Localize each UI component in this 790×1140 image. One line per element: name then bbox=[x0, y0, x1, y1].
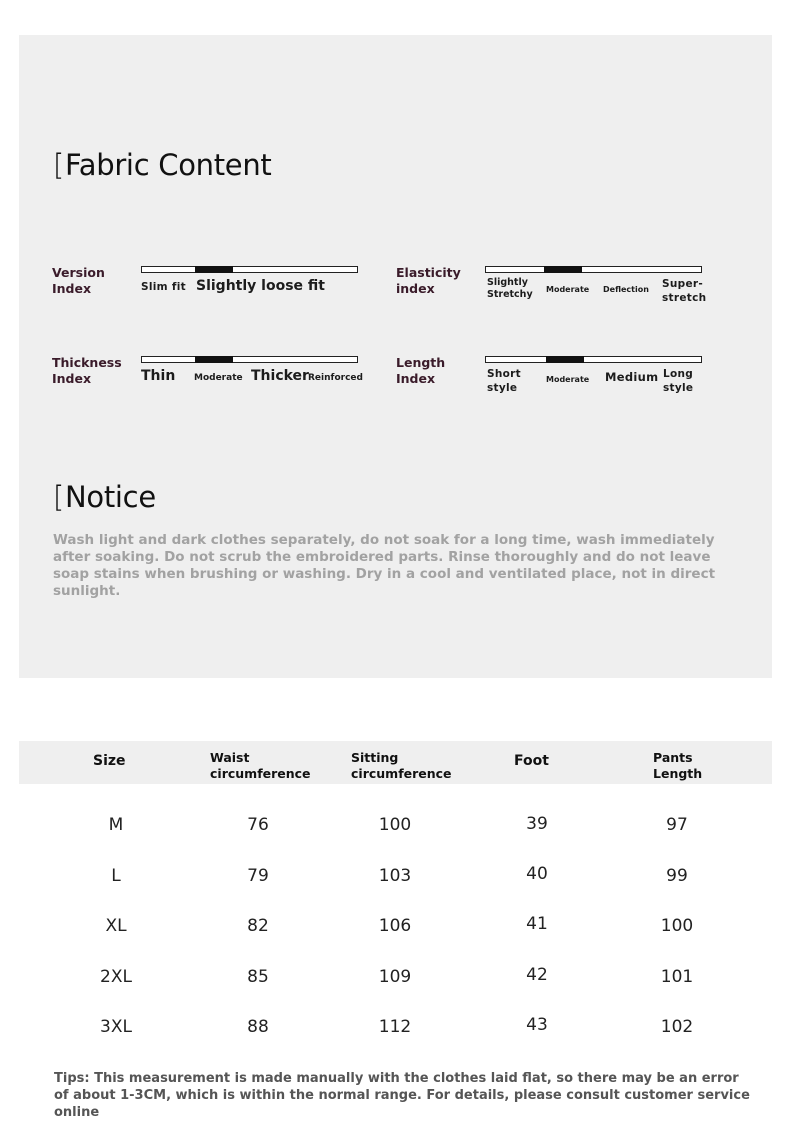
elasticity-index-marker bbox=[544, 266, 582, 273]
fabric-content-title: [Fabric Content bbox=[53, 148, 272, 182]
cell-waist: 82 bbox=[247, 916, 269, 936]
length-index-scale bbox=[485, 356, 702, 363]
cell-foot: 43 bbox=[526, 1015, 548, 1035]
notice-title: [Notice bbox=[53, 480, 156, 514]
cell-size: 3XL bbox=[100, 1017, 132, 1037]
version-index-marker bbox=[195, 266, 233, 273]
version-index-scale bbox=[141, 266, 358, 273]
header-pants-length: Pants Length bbox=[653, 750, 703, 781]
thickness-option-reinforced: Reinforced bbox=[308, 373, 363, 383]
elasticity-option-slightly-stretchy: Slightly Stretchy bbox=[487, 277, 533, 300]
elasticity-option-super-stretch: Super- stretch bbox=[662, 278, 707, 304]
cell-sitting: 112 bbox=[378, 1017, 412, 1037]
thickness-index-marker bbox=[195, 356, 233, 363]
notice-text: Wash light and dark clothes separately, do not soak for a long time, wash immediately after soaking. Do not scrub the embroidered parts. Rinse thoroughly and do not leave soap stains when brushing or washing. Dry in a cool and ventilated place, not in direct sunlight. bbox=[53, 532, 716, 599]
length-index-label: Length Index bbox=[396, 355, 446, 386]
version-index-label: Version Index bbox=[52, 265, 105, 296]
header-sitting-circumference: Sitting circumference bbox=[351, 750, 452, 781]
cell-size: XL bbox=[105, 916, 127, 936]
thickness-option-moderate: Moderate bbox=[194, 373, 243, 383]
version-option-slightly-loose-fit: Slightly loose fit bbox=[196, 278, 325, 294]
length-index-marker bbox=[546, 356, 584, 363]
cell-pants-length: 101 bbox=[660, 967, 694, 987]
version-option-slim-fit: Slim fit bbox=[141, 281, 186, 293]
cell-pants-length: 99 bbox=[666, 866, 688, 886]
cell-pants-length: 100 bbox=[660, 916, 694, 936]
cell-sitting: 103 bbox=[378, 866, 412, 886]
elasticity-option-moderate: Moderate bbox=[546, 285, 590, 294]
thickness-option-thicker: Thicker bbox=[251, 368, 309, 384]
elasticity-option-deflection: Deflection bbox=[603, 285, 649, 294]
length-option-medium: Medium bbox=[605, 370, 659, 384]
header-size: Size bbox=[93, 753, 126, 769]
header-foot: Foot bbox=[514, 753, 549, 769]
elasticity-index-label: Elasticity index bbox=[396, 265, 461, 296]
cell-waist: 76 bbox=[247, 815, 269, 835]
header-waist-circumference: Waist circumference bbox=[210, 750, 311, 781]
cell-waist: 79 bbox=[247, 866, 269, 886]
cell-waist: 85 bbox=[247, 967, 269, 987]
cell-pants-length: 102 bbox=[660, 1017, 694, 1037]
cell-foot: 42 bbox=[526, 965, 548, 985]
cell-foot: 40 bbox=[526, 864, 548, 884]
cell-sitting: 106 bbox=[378, 916, 412, 936]
elasticity-index-scale bbox=[485, 266, 702, 273]
length-option-long-style: Long style bbox=[663, 368, 694, 394]
thickness-index-label: Thickness Index bbox=[52, 355, 122, 386]
cell-sitting: 109 bbox=[378, 967, 412, 987]
measurement-tips: Tips: This measurement is made manually with the clothes laid flat, so there may be an error of about 1-3CM, which is within the normal range. For details, please consult customer service online bbox=[54, 1071, 750, 1120]
thickness-option-thin: Thin bbox=[141, 368, 176, 384]
cell-waist: 88 bbox=[247, 1017, 269, 1037]
cell-size: M bbox=[108, 815, 124, 835]
cell-pants-length: 97 bbox=[666, 815, 688, 835]
cell-size: 2XL bbox=[100, 967, 132, 987]
length-option-short-style: Short style bbox=[487, 368, 521, 394]
cell-sitting: 100 bbox=[378, 815, 412, 835]
cell-foot: 41 bbox=[526, 914, 548, 934]
cell-foot: 39 bbox=[526, 814, 548, 834]
cell-size: L bbox=[111, 866, 121, 886]
length-option-moderate: Moderate bbox=[546, 375, 590, 384]
thickness-index-scale bbox=[141, 356, 358, 363]
